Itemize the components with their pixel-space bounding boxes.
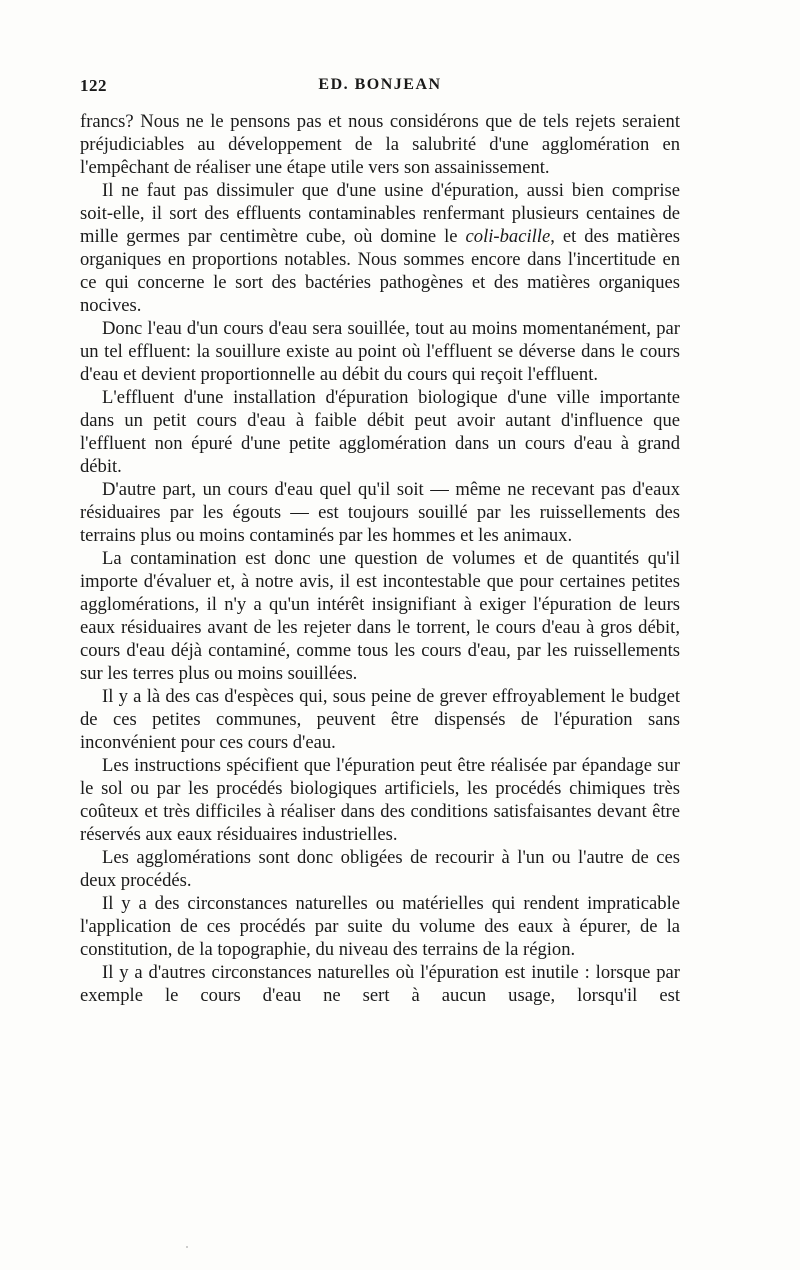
paragraph-2-text-start: Il ne faut pas dissimuler que d'une usine d'épuration, aussi bien comprise soit-elle, il sort des effluents contaminables renfermant plusieurs centaines de mille germes par centimètre cube, où domine le xyxy=(80,180,680,247)
paragraph-2-italic-term: coli-bacille xyxy=(465,226,551,247)
paragraph-9: Les agglomérations sont donc obligées de recourir à l'un ou l'autre de ces deux procédés. xyxy=(80,847,680,891)
page-body xyxy=(80,110,680,1007)
paper-speck xyxy=(186,1246,188,1248)
paragraph-5: D'autre part, un cours d'eau quel qu'il soit — même ne recevant pas d'eaux résiduaires par les égouts — est toujours souillé par les ruissellements des terrains plus ou moins contaminés par les hommes et les animaux. xyxy=(80,479,680,546)
paragraph-2 xyxy=(80,179,680,317)
running-head: ED. BONJEAN xyxy=(318,76,442,93)
page-header xyxy=(80,76,680,102)
paragraph-11: Il y a d'autres circonstances naturelles où l'épuration est inutile : lorsque par exemple le cours d'eau ne sert à aucun usage, lorsqu'il est xyxy=(80,962,680,1006)
paragraph-2-text-end: , et des matières organiques en proportions notables. Nous sommes encore dans l'incertitude en ce qui concerne le sort des bactéries pathogènes et des matières organiques nocives. xyxy=(80,226,680,316)
paragraph-3: Donc l'eau d'un cours d'eau sera souillée, tout au moins momentanément, par un tel effluent: la souillure existe au point où l'effluent se déverse dans le cours d'eau et devient proportionnelle au débit du cours qui reçoit l'effluent. xyxy=(80,318,680,385)
paragraph-8: Les instructions spécifient que l'épuration peut être réalisée par épandage sur le sol ou par les procédés biologiques artificiels, les procédés chimiques très coûteux et très difficiles à réaliser dans des conditions satisfaisantes devant être réservés aux eaux résiduaires industrielles. xyxy=(80,755,680,845)
paragraph-10: Il y a des circonstances naturelles ou matérielles qui rendent impraticable l'application de ces procédés par suite du volume des eaux à épurer, de la constitution, de la topographie, du niveau des terrains de la région. xyxy=(80,893,680,960)
paragraph-6: La contamination est donc une question de volumes et de quantités qu'il importe d'évaluer et, à notre avis, il est incontestable que pour certaines petites agglomérations, il n'y a qu'un intérêt insignifiant à exiger l'épuration de leurs eaux résiduaires avant de les rejeter dans le torrent, le cours d'eau à gros débit, cours d'eau déjà contaminé, comme tous les cours d'eau, par les ruissellements sur les terres plus ou moins souillées. xyxy=(80,548,680,684)
paragraph-1: francs? Nous ne le pensons pas et nous considérons que de tels rejets seraient préjudiciables au développement de la salubrité d'une agglomération en l'empêchant de réaliser une étape utile vers son assainissement. xyxy=(80,111,680,178)
paragraph-7: Il y a là des cas d'espèces qui, sous peine de grever effroyablement le budget de ces petites communes, peuvent être dispensés de l'épuration sans inconvénient pour ces cours d'eau. xyxy=(80,686,680,753)
page-number: 122 xyxy=(80,76,107,95)
paragraph-4: L'effluent d'une installation d'épuration biologique d'une ville importante dans un petit cours d'eau à faible débit peut avoir autant d'influence que l'effluent non épuré d'une petite agglomération dans un cours d'eau à grand débit. xyxy=(80,387,680,477)
